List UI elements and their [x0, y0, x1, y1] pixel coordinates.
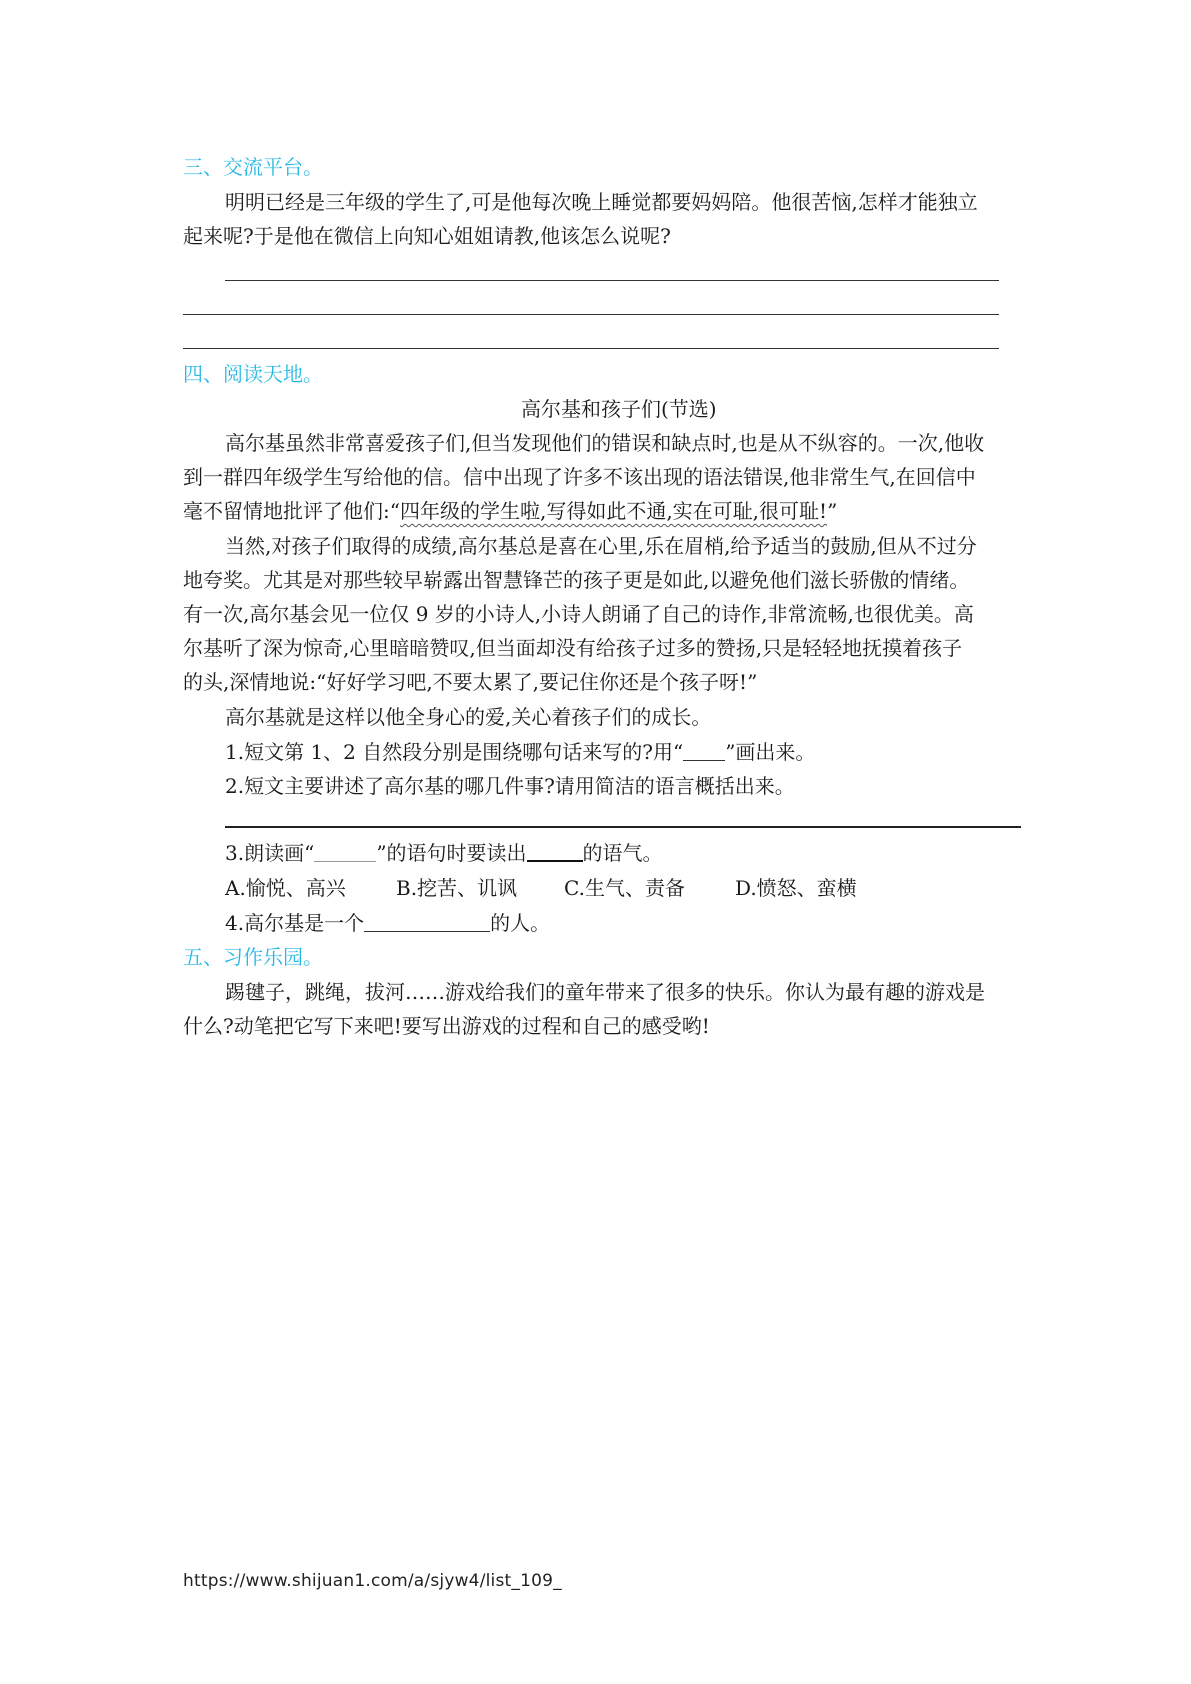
question-4-blank[interactable] — [364, 913, 490, 932]
passage-p2-line3: 有一次,高尔基会见一位仅 9 岁的小诗人,小诗人朗诵了自己的诗作,非常流畅,也很优美。高 — [183, 602, 974, 626]
passage-p1-line1: 高尔基虽然非常喜爱孩子们,但当发现他们的错误和缺点时,也是从不纵容的。一次,他收 — [225, 431, 985, 455]
question-4-text-end: 的人。 — [490, 911, 551, 935]
section3-heading: 三、交流平台。 — [183, 155, 323, 179]
question-3-text: 3.朗读画“ — [225, 841, 315, 865]
question-1 — [225, 740, 815, 764]
question-1-text-end: ”画出来。 — [725, 740, 816, 764]
section5-paragraph-line2: 什么?动笔把它写下来吧!要写出游戏的过程和自己的感受哟! — [183, 1014, 710, 1038]
question-1-line-sample — [683, 742, 725, 761]
answer-line-2[interactable] — [183, 314, 999, 315]
passage-p1-line2: 到一群四年级学生写给他的信。信中出现了许多不该出现的语法错误,他非常生气,在回信中 — [183, 465, 976, 489]
section5-paragraph-line1: 踢毽子，跳绳，拔河……游戏给我们的童年带来了很多的快乐。你认为最有趣的游戏是 — [225, 980, 985, 1004]
answer-line-1[interactable] — [225, 280, 999, 281]
passage-p1-line3 — [183, 499, 837, 523]
question-2-answer-line[interactable] — [225, 826, 1021, 828]
passage-p2-line5: 的头,深情地说:“好好学习吧,不要太累了,要记住你还是个孩子呀!” — [183, 670, 758, 694]
option-c[interactable]: C.生气、责备 — [564, 876, 685, 900]
option-b[interactable]: B.挖苦、讥讽 — [396, 876, 518, 900]
question-3-options — [225, 876, 857, 900]
passage-p3: 高尔基就是这样以他全身心的爱,关心着孩子们的成长。 — [225, 705, 712, 729]
section3-paragraph-line2: 起来呢?于是他在微信上向知心姐姐请教,他该怎么说呢? — [183, 224, 671, 248]
passage-p1-line3-close: ” — [827, 499, 838, 523]
passage-p2-line4: 尔基听了深为惊奇,心里暗暗赞叹,但当面却没有给孩子过多的赞扬,只是轻轻地抚摸着孩子 — [183, 636, 963, 660]
question-3-text-end: 的语气。 — [582, 841, 663, 865]
question-4-text: 4.高尔基是一个 — [225, 911, 365, 935]
footer-url[interactable]: https://www.shijuan1.com/a/sjyw4/list_109_ — [183, 1571, 562, 1591]
passage-title: 高尔基和孩子们(节选) — [521, 397, 717, 421]
option-a[interactable]: A.愉悦、高兴 — [225, 876, 346, 900]
question-3 — [225, 841, 663, 865]
question-3-text-mid: ”的语句时要读出 — [376, 841, 527, 865]
question-3-line-sample — [314, 843, 376, 862]
question-3-blank[interactable] — [527, 842, 583, 862]
option-d[interactable]: D.愤怒、蛮横 — [735, 876, 857, 900]
question-1-text: 1.短文第 1、2 自然段分别是围绕哪句话来写的?用“ — [225, 740, 684, 764]
underlined-quote: 四年级的学生啦,写得如此不通,实在可耻,很可耻! — [399, 499, 828, 523]
section4-heading: 四、阅读天地。 — [183, 362, 323, 386]
passage-p1-line3-lead: 毫不留情地批评了他们:“ — [183, 499, 400, 523]
section3-paragraph-line1: 明明已经是三年级的学生了,可是他每次晚上睡觉都要妈妈陪。他很苦恼,怎样才能独立 — [225, 190, 978, 214]
question-4 — [225, 911, 550, 935]
answer-line-3[interactable] — [183, 348, 999, 349]
question-2: 2.短文主要讲述了高尔基的哪几件事?请用简洁的语言概括出来。 — [225, 774, 795, 798]
passage-p2-line1: 当然,对孩子们取得的成绩,高尔基总是喜在心里,乐在眉梢,给予适当的鼓励,但从不过分 — [225, 534, 977, 558]
section5-heading: 五、习作乐园。 — [183, 945, 323, 969]
passage-p2-line2: 地夸奖。尤其是对那些较早崭露出智慧锋芒的孩子更是如此,以避免他们滋长骄傲的情绪。 — [183, 568, 970, 592]
